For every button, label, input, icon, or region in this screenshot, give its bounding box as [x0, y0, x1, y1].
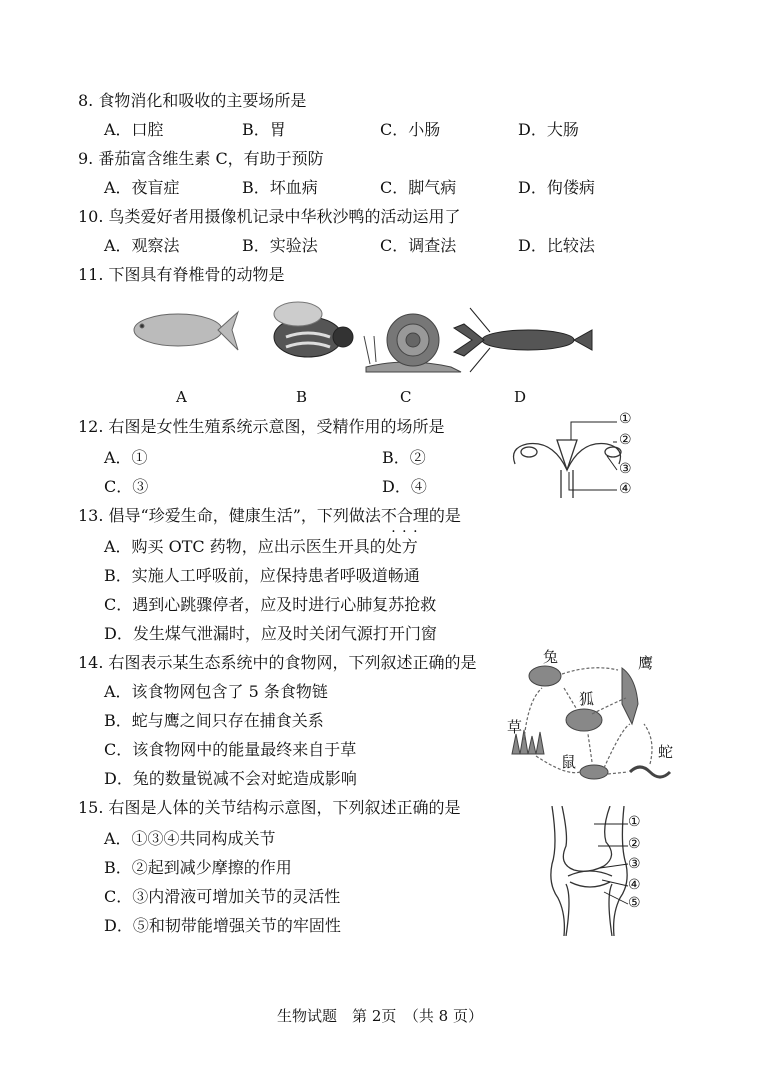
question-13-option-b: B．实施人工呼吸前，应保持患者呼吸道畅通: [104, 566, 420, 585]
question-13-option-d: D．发生煤气泄漏时，应及时关闭气源打开门窗: [104, 624, 437, 643]
question-12-stem: 12. 右图是女性生殖系统示意图，受精作用的场所是: [78, 417, 445, 436]
web-label-eagle: 鹰: [638, 654, 654, 672]
option-c: C．小肠: [380, 120, 441, 139]
snail-image: [364, 314, 461, 372]
question-14-option-b: B．蛇与鹰之间只存在捕食关系: [104, 711, 324, 730]
bee-image: [274, 302, 353, 357]
animal-label-d: D: [514, 388, 527, 406]
option-c: C．调查法: [380, 236, 457, 255]
animal-label-b: B: [296, 388, 308, 406]
fish-image: [134, 312, 238, 350]
web-label-grass: 草: [507, 718, 523, 736]
web-label-fox: 狐: [579, 690, 595, 708]
question-9-stem: 9. 番茄富含维生素 C，有助于预防: [78, 149, 324, 168]
question-15-option-c: C．③内滑液可增加关节的灵活性: [104, 887, 341, 906]
question-13-option-a: A．购买 OTC 药物，应出示医生开具的处方: [104, 537, 418, 556]
joint-mark-3: ③: [628, 856, 641, 872]
eagle-image: [622, 668, 638, 724]
question-14-option-a: A．该食物网包含了 5 条食物链: [104, 682, 328, 701]
question-12-option-d: D．④: [382, 477, 427, 496]
fox-image: [566, 709, 602, 731]
question-10-options: [104, 235, 595, 257]
question-13-option-c: C．遇到心跳骤停者，应及时进行心肺复苏抢救: [104, 595, 437, 614]
question-9-options: [104, 177, 595, 199]
question-15-option-b: B．②起到减少摩擦的作用: [104, 858, 292, 877]
option-a: A．夜盲症: [104, 178, 180, 197]
question-14-option-c: C．该食物网中的能量最终来自于草: [104, 740, 357, 759]
joint-mark-4: ④: [628, 877, 641, 893]
question-14-stem: 14. 右图表示某生态系统中的食物网，下列叙述正确的是: [78, 653, 477, 672]
stem-text-before: 13. 倡导“珍爱生命，健康生活”，下列做法: [78, 506, 381, 525]
stem-emphasis: 不合理 · · ·: [381, 506, 429, 525]
question-13-stem: [78, 505, 461, 527]
option-d: D．比较法: [518, 236, 595, 255]
option-c: C．脚气病: [380, 178, 457, 197]
web-label-rabbit: 兔: [543, 648, 559, 666]
question-15-stem: 15. 右图是人体的关节结构示意图，下列叙述正确的是: [78, 798, 461, 817]
joint-mark-5: ⑤: [628, 895, 641, 911]
animal-label-c: C: [400, 388, 412, 406]
question-14-option-d: D．兔的数量锐减不会对蛇造成影响: [104, 769, 357, 788]
question-8-options: [104, 119, 579, 141]
joint-mark-1: ①: [628, 814, 641, 830]
crayfish-image: [454, 308, 592, 372]
question-10-stem: 10. 鸟类爱好者用摄像机记录中华秋沙鸭的活动运用了: [78, 207, 461, 226]
animal-label-a: A: [176, 388, 187, 406]
question-12-option-c: C．③: [104, 477, 149, 496]
joint-mark-2: ②: [628, 836, 641, 852]
option-b: B．实验法: [242, 236, 318, 255]
question-12-option-a: A．①: [104, 448, 148, 467]
question-15-option-a: A．①③④共同构成关节: [104, 829, 276, 848]
question-11-stem: 11. 下图具有脊椎骨的动物是: [78, 265, 285, 284]
option-d: D．大肠: [518, 120, 579, 139]
question-15-option-d: D．⑤和韧带能增强关节的牢固性: [104, 916, 341, 935]
option-a: A．观察法: [104, 236, 180, 255]
option-b: B．胃: [242, 120, 286, 139]
stem-text-after: 的是: [428, 506, 461, 525]
question-8-stem: 8. 食物消化和吸收的主要场所是: [78, 91, 307, 110]
repro-mark-1: ①: [619, 411, 632, 427]
repro-mark-4: ④: [619, 481, 632, 497]
joint-structure-diagram: [548, 806, 630, 936]
repro-mark-3: ③: [619, 461, 632, 477]
option-a: A．口腔: [104, 120, 164, 139]
option-b: B．坏血病: [242, 178, 318, 197]
repro-mark-2: ②: [619, 432, 632, 448]
page-footer: 生物试题 第 2页 （共 8 页）: [277, 1007, 483, 1025]
option-d: D．佝偻病: [518, 178, 595, 197]
web-label-snake: 蛇: [658, 743, 674, 761]
animals-figure: [118, 292, 598, 382]
rabbit-image: [529, 666, 561, 686]
snake-image: [630, 767, 670, 777]
web-label-mouse: 鼠: [561, 753, 577, 771]
question-12-option-b: B．②: [382, 448, 426, 467]
